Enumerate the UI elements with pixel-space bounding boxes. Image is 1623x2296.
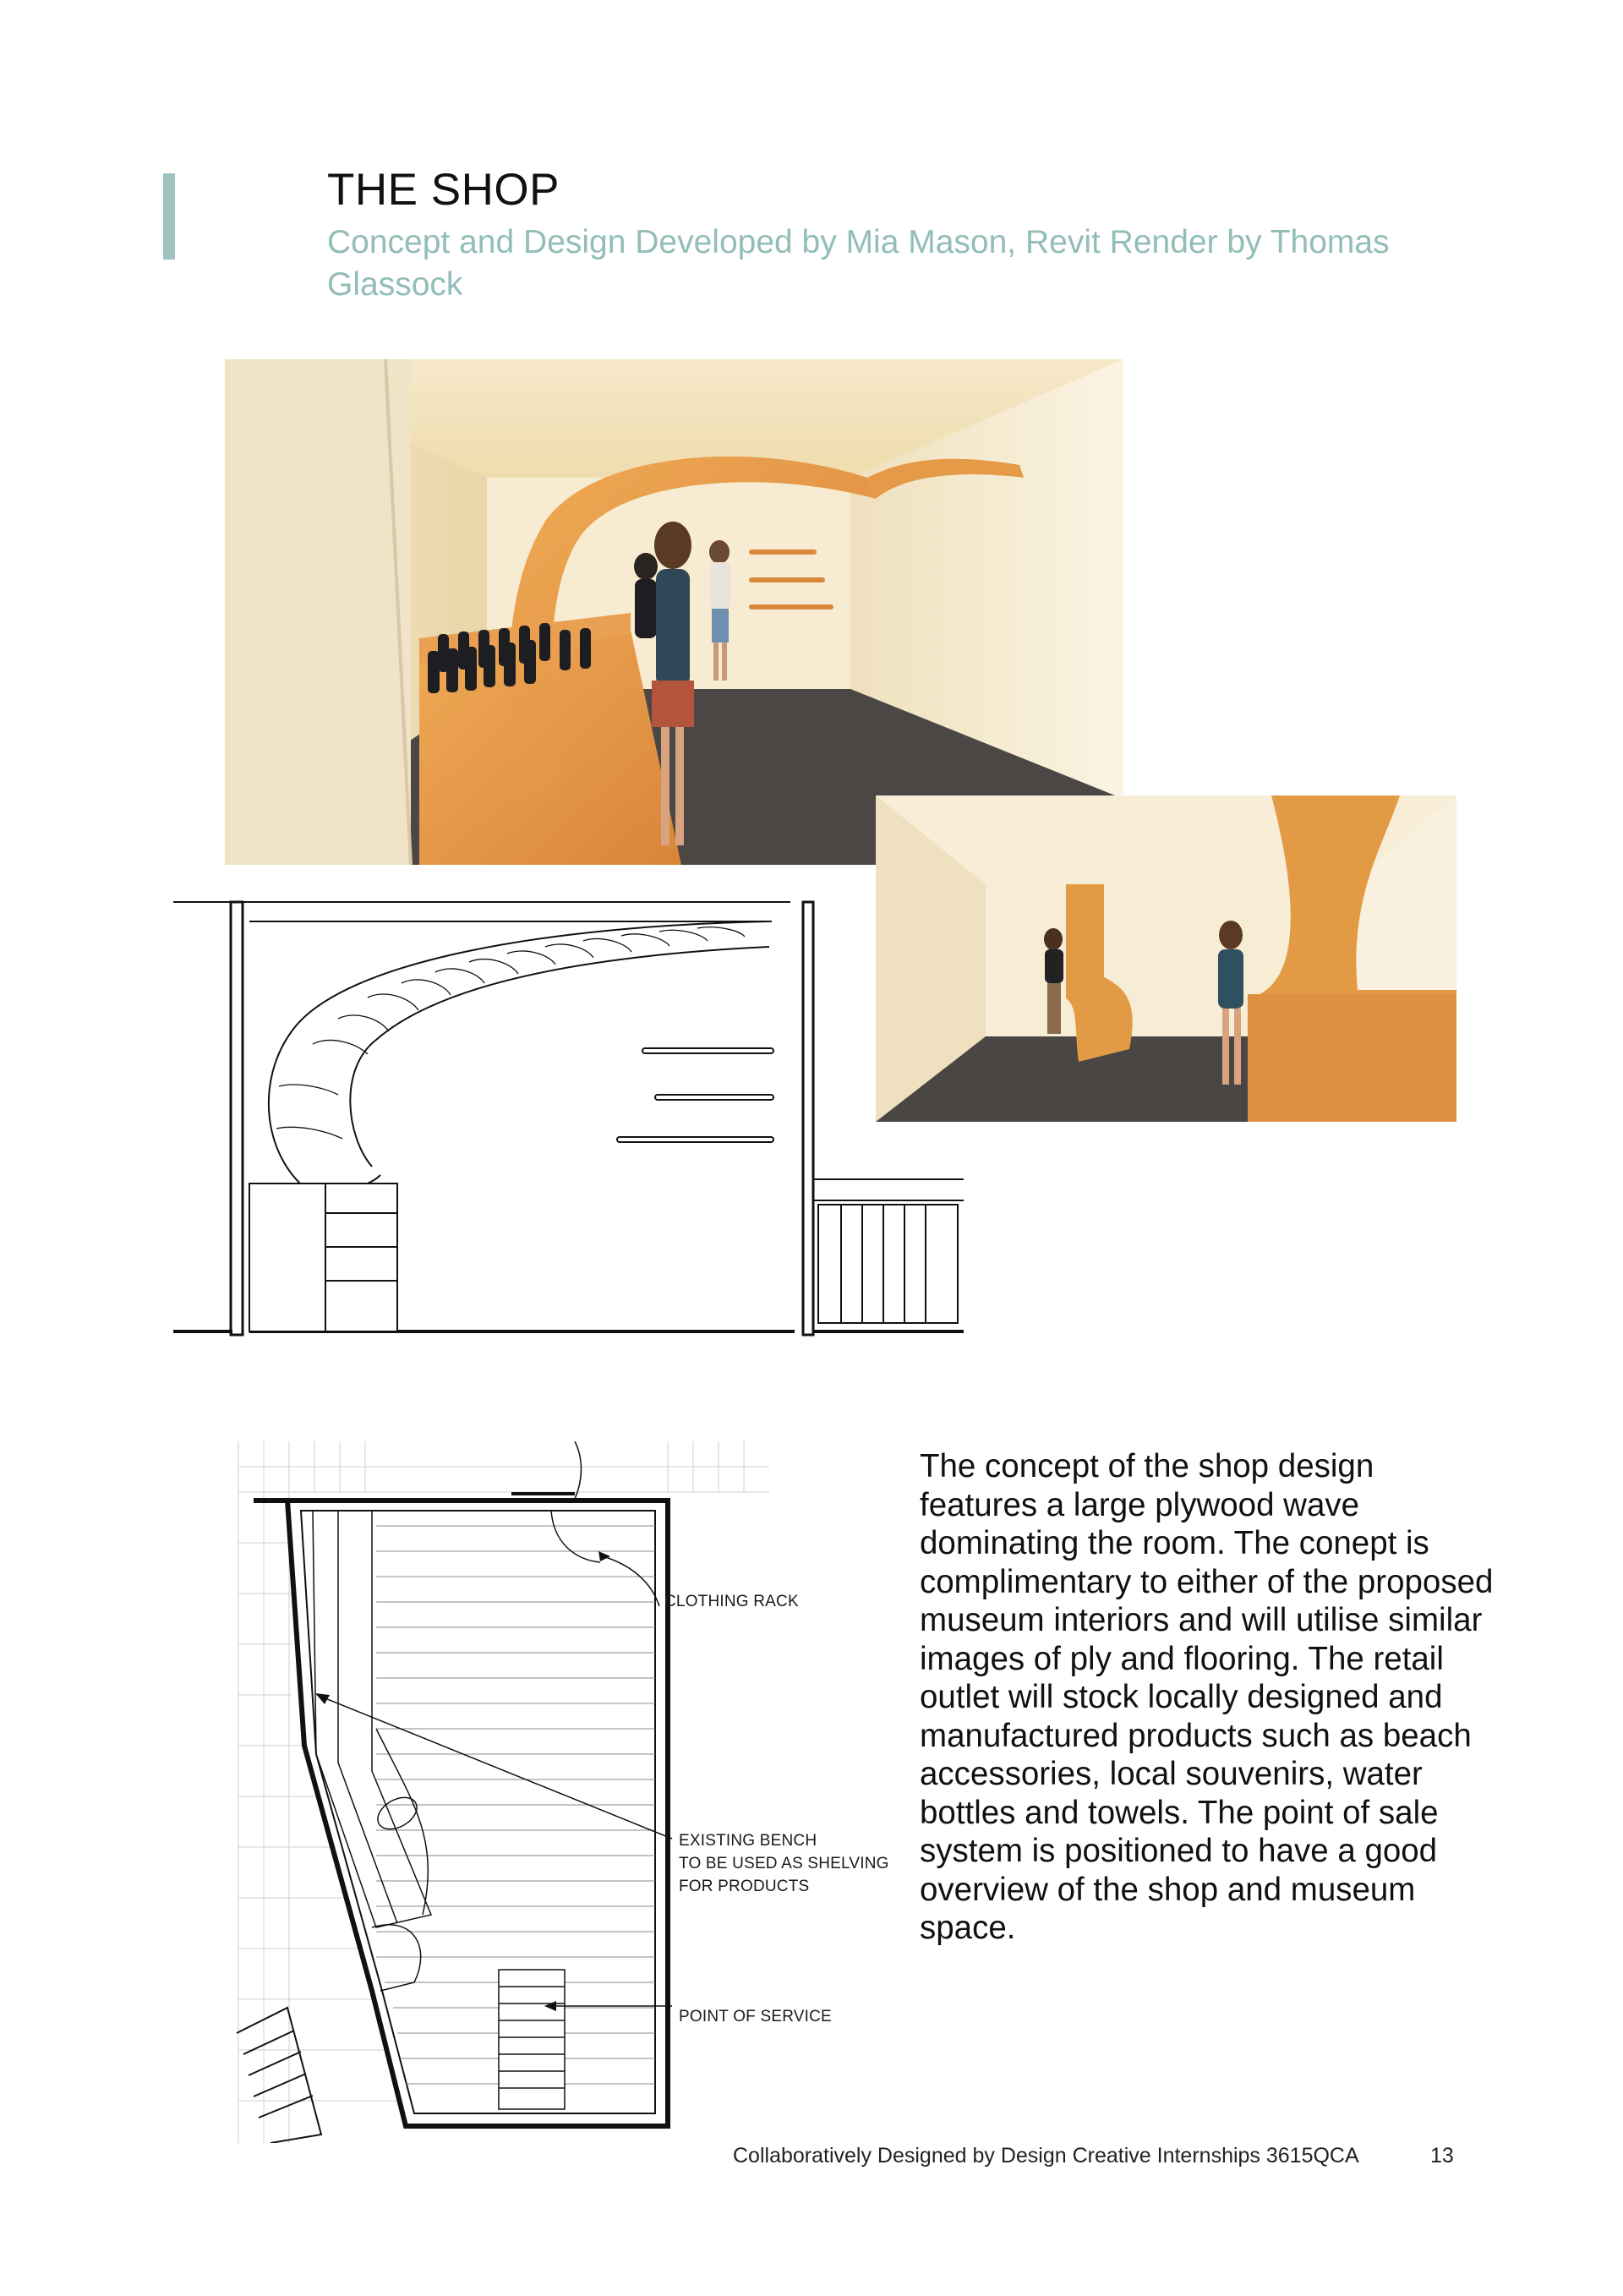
label-bench-line2: TO BE USED AS SHELVING <box>679 1855 889 1872</box>
elevation-drawing <box>173 892 964 1340</box>
page-number: 13 <box>1430 2144 1454 2168</box>
label-bench-line3: FOR PRODUCTS <box>679 1878 810 1895</box>
label-point-of-service: POINT OF SERVICE <box>679 2008 832 2025</box>
label-bench-line1: EXISTING BENCH <box>679 1832 817 1850</box>
label-existing-bench <box>679 1829 889 1898</box>
page-subtitle: Concept and Design Developed by Mia Mason, Revit Render by Thomas Glassock <box>327 224 1390 303</box>
floor-plan-drawing <box>228 1441 888 2143</box>
footer-credit: Collaboratively Designed by Design Creative Internships 3615QCA <box>733 2144 1359 2168</box>
render-main-image <box>225 359 1123 865</box>
page-title: THE SHOP <box>327 165 560 215</box>
body-paragraph: The concept of the shop design features a large plywood wave dominating the room. The conept is complimentary to either of the proposed museum interiors and will utilise similar images of ply and flooring. The retail outlet will stock locally designed and manufactured products such as beach accessories, local souvenirs, water bottles and towels. The point of sale system is positioned to have a good overview of the shop and museum space. <box>920 1448 1494 1946</box>
label-clothing-rack: CLOTHING RACK <box>664 1593 799 1610</box>
accent-bar <box>163 173 175 260</box>
